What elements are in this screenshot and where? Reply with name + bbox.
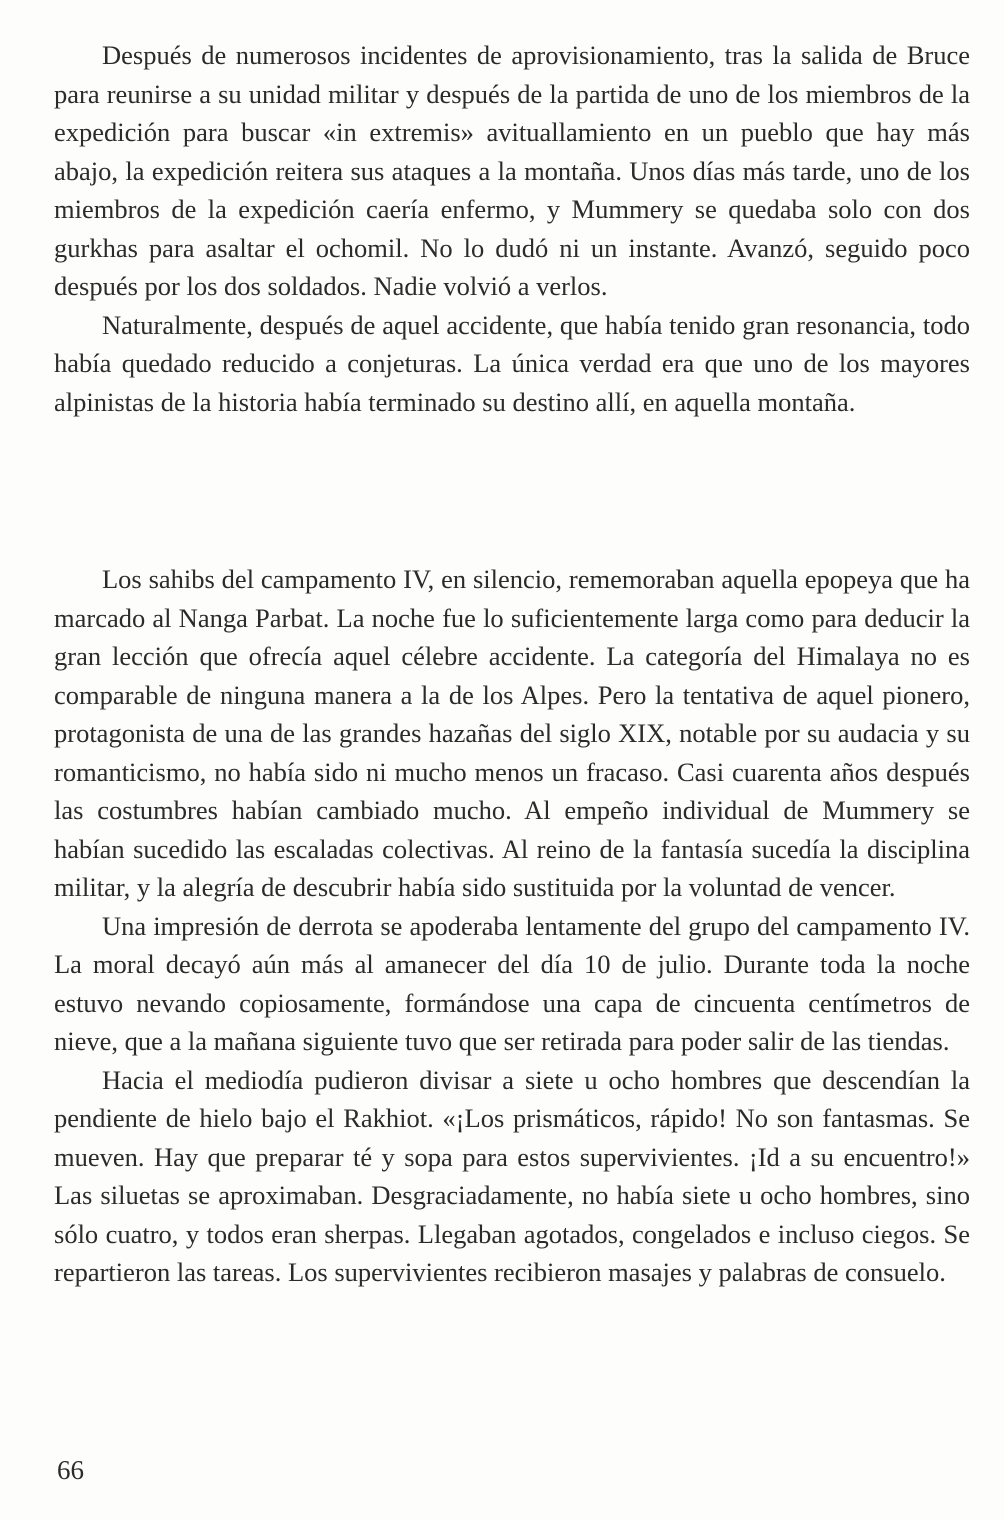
page-number: 66 [57, 1455, 84, 1485]
text-block-bottom [54, 560, 970, 1292]
paragraph: Naturalmente, después de aquel accidente, que había tenido gran resonancia, todo había quedado reducido a conjeturas. La única verdad era que uno de los mayores alpinistas de la historia había terminado su destino allí, en aquella montaña. [54, 309, 970, 417]
paragraph: Los sahibs del campamento IV, en silencio, rememoraban aquella epopeya que ha marcado al Nanga Parbat. La noche fue lo suficientemente larga como para deducir la gran lección que ofrecía aquel célebre accidente. La categoría del Himalaya no es comparable de ninguna manera a la de los Alpes. Pero la tentativa de aquel pionero, protagonista de una de las grandes hazañas del siglo XIX, notable por su audacia y su romanticismo, no había sido ni mucho menos un fracaso. Casi cuarenta años después las costumbres habían cambiado mucho. Al empeño individual de Mummery se habían sucedido las escaladas colectivas. Al reino de la fantasía sucedía la disciplina militar, y la alegría de descubrir había sido sustituida por la voluntad de vencer. [54, 564, 970, 902]
paragraph: Una impresión de derrota se apoderaba lentamente del grupo del campamento IV. La moral decayó aún más al amanecer del día 10 de julio. Durante toda la noche estuvo nevando copiosamente, formándose una capa de cincuenta centímetros de nieve, que a la mañana siguiente tuvo que ser retirada para poder salir de las tiendas. [54, 910, 970, 1056]
paragraph: Hacia el mediodía pudieron divisar a siete u ocho hombres que descendían la pendiente de hielo bajo el Rakhiot. «¡Los prismáticos, rápido! No son fantasmas. Se mueven. Hay que preparar té y sopa para estos supervivientes. ¡Id a su encuentro!» Las siluetas se aproximaban. Desgraciadamente, no había siete u ocho hombres, sino sólo cuatro, y todos eran sherpas. Llegaban agotados, congelados e incluso ciegos. Se repartieron las tareas. Los supervivientes recibieron masajes y palabras de consuelo. [54, 1064, 970, 1287]
text-block-top [54, 36, 970, 421]
paragraph: Después de numerosos incidentes de aprovisionamiento, tras la salida de Bruce para reunirse a su unidad militar y después de la partida de uno de los miembros de la expedición para buscar «in extremis» avituallamiento en un pueblo que hay más abajo, la expedición reitera sus ataques a la montaña. Unos días más tarde, uno de los miembros de la expedición caería enfermo, y Mummery se quedaba solo con dos gurkhas para asaltar el ochomil. No lo dudó ni un instante. Avanzó, seguido poco después por los dos soldados. Nadie volvió a verlos. [54, 40, 970, 301]
